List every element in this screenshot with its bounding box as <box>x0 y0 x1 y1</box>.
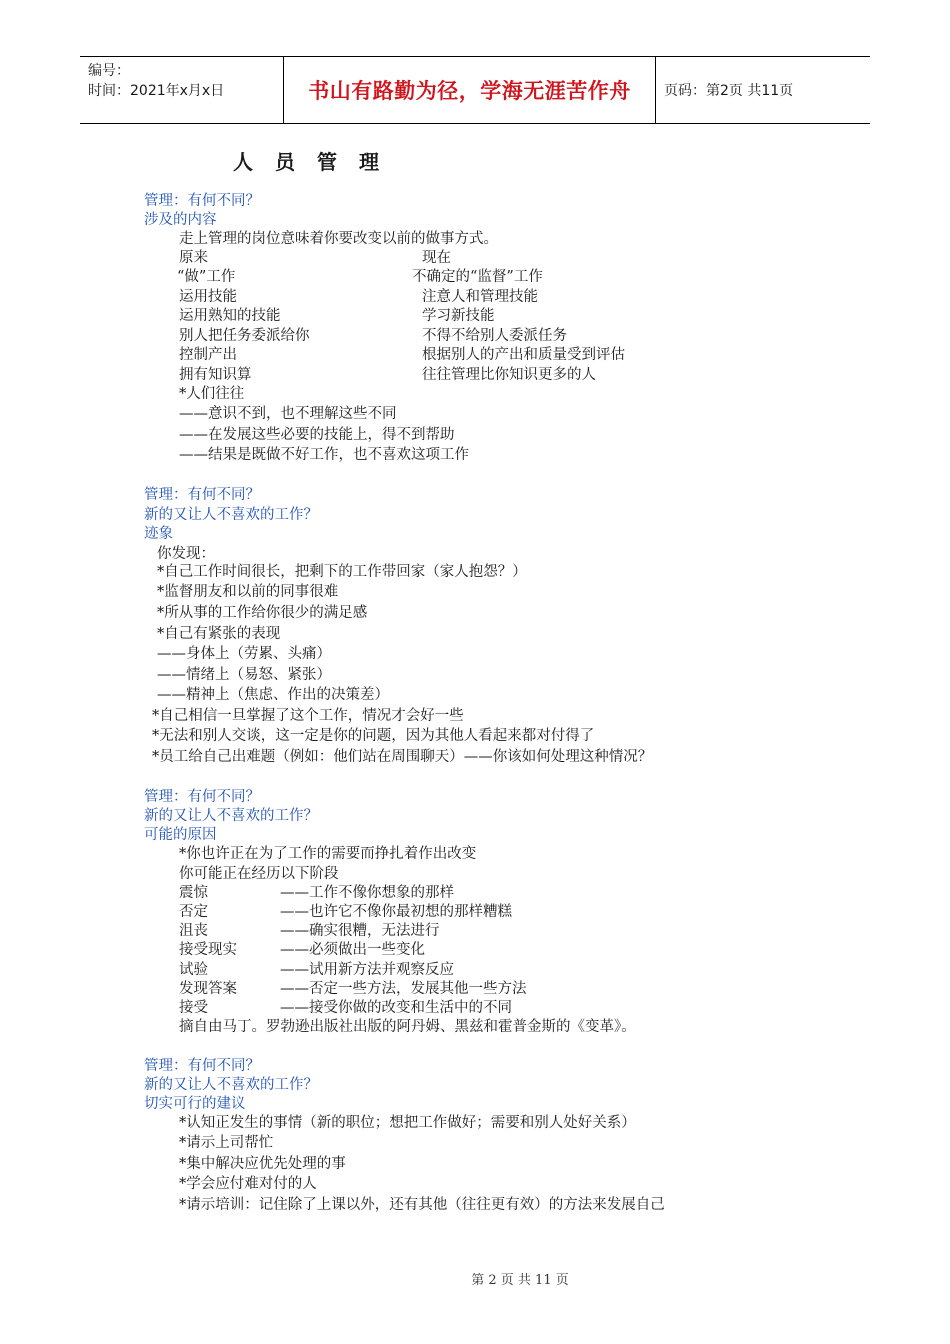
s4-line: *请示上司帮忙 <box>179 1135 274 1151</box>
s3-stage-name: 发现答案 <box>179 981 237 997</box>
page-title: 人员管理 <box>233 150 401 174</box>
s4-heading-3: 切实可行的建议 <box>144 1096 246 1112</box>
s1-bullet: ——意识不到，也不理解这些不同 <box>179 406 397 422</box>
s1-row-left: 运用熟知的技能 <box>179 308 281 324</box>
s3-source: 摘自由马丁。罗勃逊出版社出版的阿丹姆、黑兹和霍普金斯的《变革》。 <box>179 1019 636 1035</box>
s2-heading-2: 新的又让人不喜欢的工作？ <box>144 507 318 523</box>
s2-line: *无法和别人交谈，这一定是你的问题，因为其他人看起来都对付得了 <box>152 728 595 744</box>
s2-line: *自己工作时间很长，把剩下的工作带回家（家人抱怨？） <box>157 564 527 580</box>
s4-line: *学会应付难对付的人 <box>179 1176 317 1192</box>
s1-bullet: ——在发展这些必要的技能上，得不到帮助 <box>179 427 455 443</box>
s4-heading-1: 管理：有何不同？ <box>144 1058 260 1074</box>
s2-line: *员工给自己出难题（例如：他们站在周围聊天）——你该如何处理这种情况？ <box>152 749 653 765</box>
s3-stage-desc: ——工作不像你想象的那样 <box>280 885 454 901</box>
s2-line: ——身体上（劳累、头痛） <box>157 646 331 662</box>
s3-line-1: *你也许正在为了工作的需要而挣扎着作出改变 <box>179 846 477 862</box>
s1-row-left: 运用技能 <box>179 289 237 305</box>
s2-line: *监督朋友和以前的同事很难 <box>157 584 339 600</box>
s3-stage-name: 接受 <box>179 1000 208 1016</box>
header-info <box>80 57 283 123</box>
s3-stage-name: 沮丧 <box>179 923 208 939</box>
s2-line: ——精神上（焦虑、作出的决策差） <box>157 687 389 703</box>
s1-row-left: 拥有知识算 <box>179 367 252 383</box>
s2-heading-3: 迹象 <box>144 526 173 542</box>
s1-row-right: 不确定的“监督”工作 <box>412 269 543 285</box>
s1-col-right-head: 现在 <box>422 250 451 266</box>
s1-row-right: 学习新技能 <box>422 308 495 324</box>
s2-line: *自己有紧张的表现 <box>157 626 281 642</box>
s1-row-right: 根据别人的产出和质量受到评估 <box>422 347 625 363</box>
s2-line: ——情绪上（易怒、紧张） <box>157 667 331 683</box>
s3-line-2: 你可能正在经历以下阶段 <box>179 866 339 882</box>
s3-stage-name: 震惊 <box>179 885 208 901</box>
s3-stage-name: 试验 <box>179 962 208 978</box>
s4-line: *集中解决应优先处理的事 <box>179 1156 346 1172</box>
page-footer: 第 2 页 共 11 页 <box>471 1273 569 1288</box>
s3-stage-name: 否定 <box>179 904 208 920</box>
s3-stage-desc: ——接受你做的改变和生活中的不同 <box>280 1000 512 1016</box>
s1-heading-1: 管理：有何不同？ <box>144 193 260 209</box>
s1-people-often: *人们往往 <box>179 386 245 402</box>
s1-row-right: 往往管理比你知识更多的人 <box>422 367 596 383</box>
time-label: 时间：2021年x月x日 <box>88 83 225 99</box>
s3-stage-desc: ——否定一些方法，发展其他一些方法 <box>280 981 527 997</box>
s4-line: *请示培训：记住除了上课以外，还有其他（往往更有效）的方法来发展自己 <box>179 1197 665 1213</box>
s2-line: 你发现： <box>157 546 215 562</box>
s2-heading-1: 管理：有何不同？ <box>144 487 260 503</box>
s3-stage-desc: ——也许它不像你最初想的那样糟糕 <box>280 904 512 920</box>
s1-row-left: “做”工作 <box>177 269 236 285</box>
s3-stage-name: 接受现实 <box>179 942 237 958</box>
s1-row-left: 别人把任务委派给你 <box>179 328 310 344</box>
s2-line: *自己相信一旦掌握了这个工作，情况才会好一些 <box>152 708 464 724</box>
s4-line: *认知正发生的事情（新的职位；想把工作做好；需要和别人处好关系） <box>179 1115 636 1131</box>
s1-intro: 走上管理的岗位意味着你要改变以前的做事方式。 <box>179 231 498 247</box>
s1-row-right: 注意人和管理技能 <box>422 289 538 305</box>
s3-stage-desc: ——确实很糟，无法进行 <box>280 923 440 939</box>
s3-stage-desc: ——试用新方法并观察反应 <box>280 962 454 978</box>
s1-row-left: 控制产出 <box>179 347 237 363</box>
s2-line: *所从事的工作给你很少的满足感 <box>157 605 368 621</box>
page-label: 页码：第2页 共11页 <box>664 83 794 99</box>
s1-row-right: 不得不给别人委派任务 <box>422 328 567 344</box>
s3-stage-desc: ——必须做出一些变化 <box>280 942 425 958</box>
header-motto-cell <box>283 57 656 123</box>
page-header <box>80 56 870 124</box>
s1-col-left-head: 原来 <box>179 250 208 266</box>
s3-heading-1: 管理：有何不同？ <box>144 789 260 805</box>
number-label: 编号： <box>88 63 130 79</box>
header-page-cell <box>656 57 870 123</box>
s1-bullet: ——结果是既做不好工作，也不喜欢这项工作 <box>179 447 469 463</box>
s3-heading-2: 新的又让人不喜欢的工作？ <box>144 808 318 824</box>
s4-heading-2: 新的又让人不喜欢的工作？ <box>144 1077 318 1093</box>
motto: 书山有路勤为径，学海无涯苦作舟 <box>308 79 631 103</box>
s1-heading-2: 涉及的内容 <box>144 212 217 228</box>
s3-heading-3: 可能的原因 <box>144 827 217 843</box>
